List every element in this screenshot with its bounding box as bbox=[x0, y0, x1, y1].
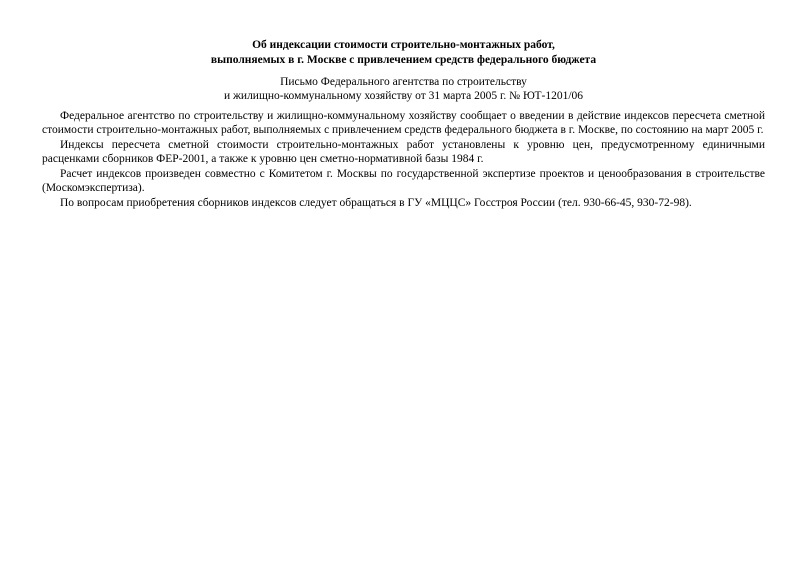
title-line-1: Об индексации стоимости строительно-монтажных работ, bbox=[252, 39, 555, 51]
subtitle-line-1: Письмо Федерального агентства по строительству bbox=[280, 76, 527, 88]
subtitle-line-2: и жилищно-коммунальному хозяйству от 31 марта 2005 г. № ЮТ-1201/06 bbox=[223, 90, 584, 102]
paragraph-3: Расчет индексов произведен совместно с Комитетом г. Москвы по государственной экспертизе проектов и ценообразования в строительстве (Москомэкспертиза). bbox=[42, 168, 765, 194]
title-line-2: выполняемых в г. Москве с привлечением средств федерального бюджета bbox=[210, 54, 597, 66]
paragraph-2: Индексы пересчета сметной стоимости строительно-монтажных работ установлены к уровню цен, предусмотренному единичными расценками сборников ФЕР-2001, а также к уровню цен сметно-нормативной базы 1984 г. bbox=[42, 139, 765, 165]
document-subtitle bbox=[42, 75, 765, 103]
document-body bbox=[42, 109, 765, 210]
paragraph-1: Федеральное агентство по строительству и жилищно-коммунальному хозяйству сообщает о введении в действие индексов пересчета сметной стоимости строительно-монтажных работ, выполняемых с привлечением средств федерального бюджета в г. Москве, по состоянию на март 2005 г. bbox=[42, 110, 765, 136]
paragraph-4: По вопросам приобретения сборников индексов следует обращаться в ГУ «МЦЦС» Госстроя России (тел. 930-66-45, 930-72-98). bbox=[60, 197, 692, 209]
document-title bbox=[42, 38, 765, 68]
